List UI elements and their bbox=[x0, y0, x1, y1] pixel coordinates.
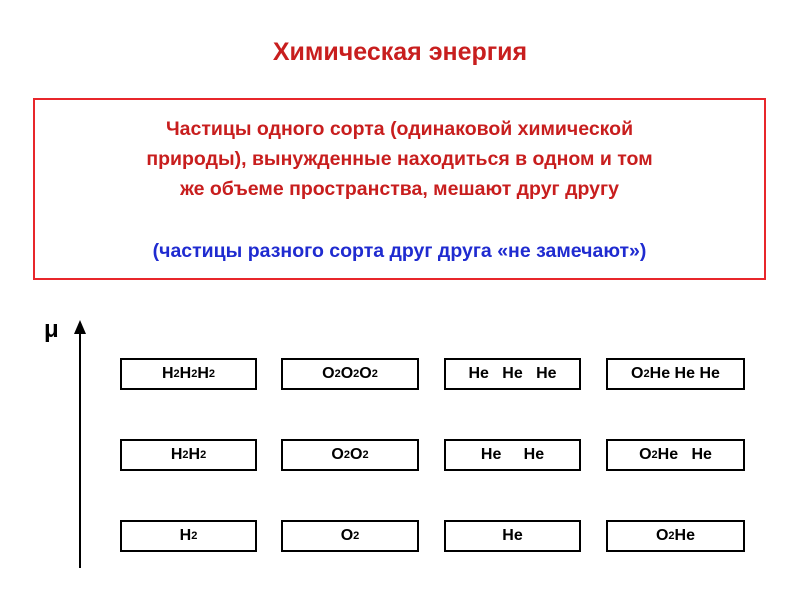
cell-o2-x3: O 2 O 2 O 2 bbox=[281, 358, 419, 390]
statement-text bbox=[35, 114, 764, 204]
cell-he-x3: He He He bbox=[444, 358, 581, 390]
cell-h2-x1: H 2 bbox=[120, 520, 257, 552]
mu-axis-label: μ bbox=[44, 316, 59, 343]
statement-line: Частицы одного сорта (одинаковой химической bbox=[165, 118, 634, 140]
slide-title: Химическая энергия bbox=[272, 38, 528, 66]
cell-h2-x3: H 2 H 2 H 2 bbox=[120, 358, 257, 390]
cell-he-x2: He He bbox=[444, 439, 581, 471]
cell-o2-x1: O 2 bbox=[281, 520, 419, 552]
cell-o2-he-x2: O 2 He He bbox=[606, 439, 745, 471]
statement-box bbox=[33, 98, 766, 280]
statement-line: природы), вынужденные находиться в одном и том bbox=[146, 148, 653, 170]
statement-note: (частицы разного сорта друг друга «не замечают») bbox=[152, 240, 647, 262]
cell-o2-he-x3: O 2 He He He bbox=[606, 358, 745, 390]
cell-o2-he-x1: O 2 He bbox=[606, 520, 745, 552]
statement-line: же объеме пространства, мешают друг другу bbox=[180, 178, 619, 200]
cell-h2-x2: H 2 H 2 bbox=[120, 439, 257, 471]
mu-axis-arrow bbox=[70, 318, 92, 574]
cell-o2-x2: O 2 O 2 bbox=[281, 439, 419, 471]
cell-he-x1: He bbox=[444, 520, 581, 552]
arrow-head bbox=[74, 320, 86, 334]
